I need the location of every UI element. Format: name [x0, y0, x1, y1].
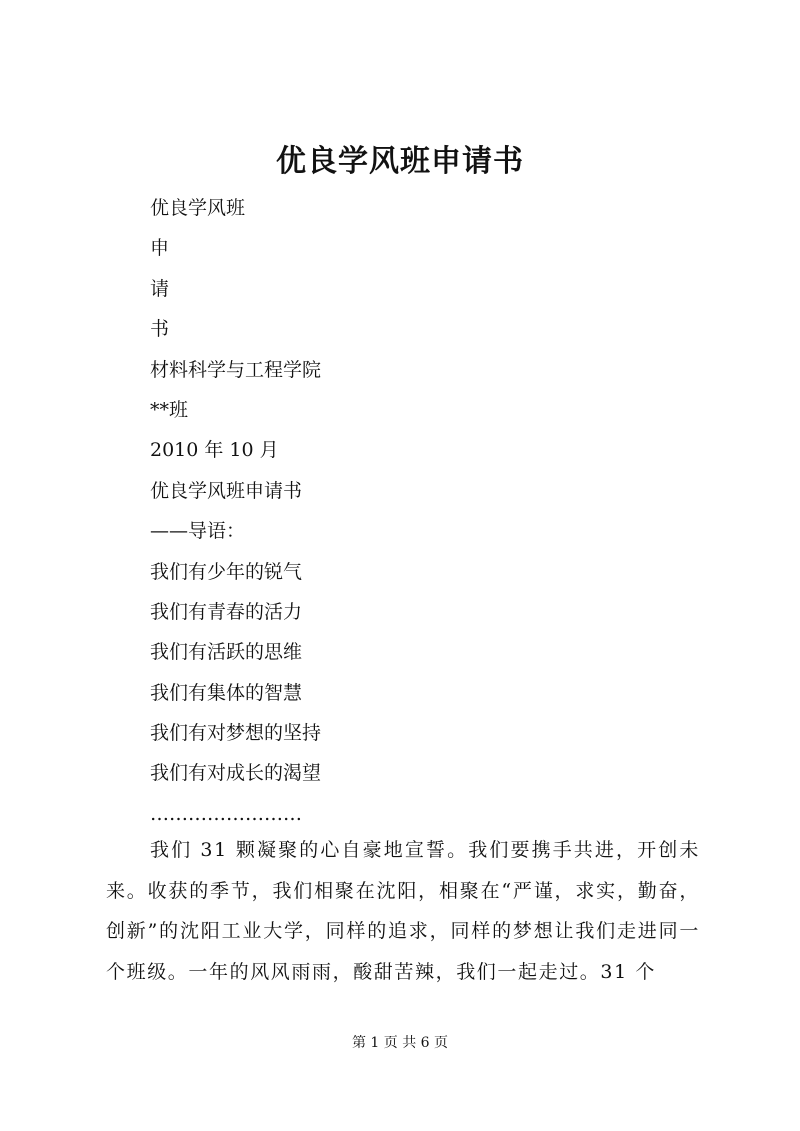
text-line: 我们有对成长的渴望 [150, 762, 322, 785]
text-line: 书 [150, 318, 170, 341]
document-title: 优良学风班申请书 [276, 144, 524, 179]
document-lines [150, 188, 710, 834]
text-line: 优良学风班 [150, 197, 246, 219]
text-line: **班 [150, 398, 189, 421]
text-line: 请 [150, 277, 170, 300]
text-line: 我们有青春的活力 [150, 600, 303, 623]
text-line: 材料科学与工程学院 [150, 358, 322, 381]
text-line: 我们有活跃的思维 [150, 641, 303, 664]
text-line: ——导语： [150, 520, 246, 543]
text-line: 我们有少年的锐气 [150, 560, 303, 583]
text-line: 2010 年 10 月 [150, 439, 279, 462]
text-line: 我们有集体的智慧 [150, 681, 303, 704]
text-line: 我们有对梦想的坚持 [150, 722, 322, 745]
page-footer: 第 1 页 共 6 页 [351, 1035, 449, 1051]
body-paragraph: 我们 31 颗凝聚的心自豪地宣誓。我们要携手共进，开创未来。收获的季节，我们相聚在沈阳，相聚在“严谨，求实，勤奋，创新”的沈阳工业大学，同样的追求，同样的梦想让我们走进同一个班级。一年的风风雨雨，酸甜苦辣，我们一起走过。31 个 [106, 839, 700, 983]
text-line: 申 [150, 237, 170, 260]
text-line: …………………… [150, 802, 302, 825]
text-line: 优良学风班申请书 [150, 479, 303, 502]
